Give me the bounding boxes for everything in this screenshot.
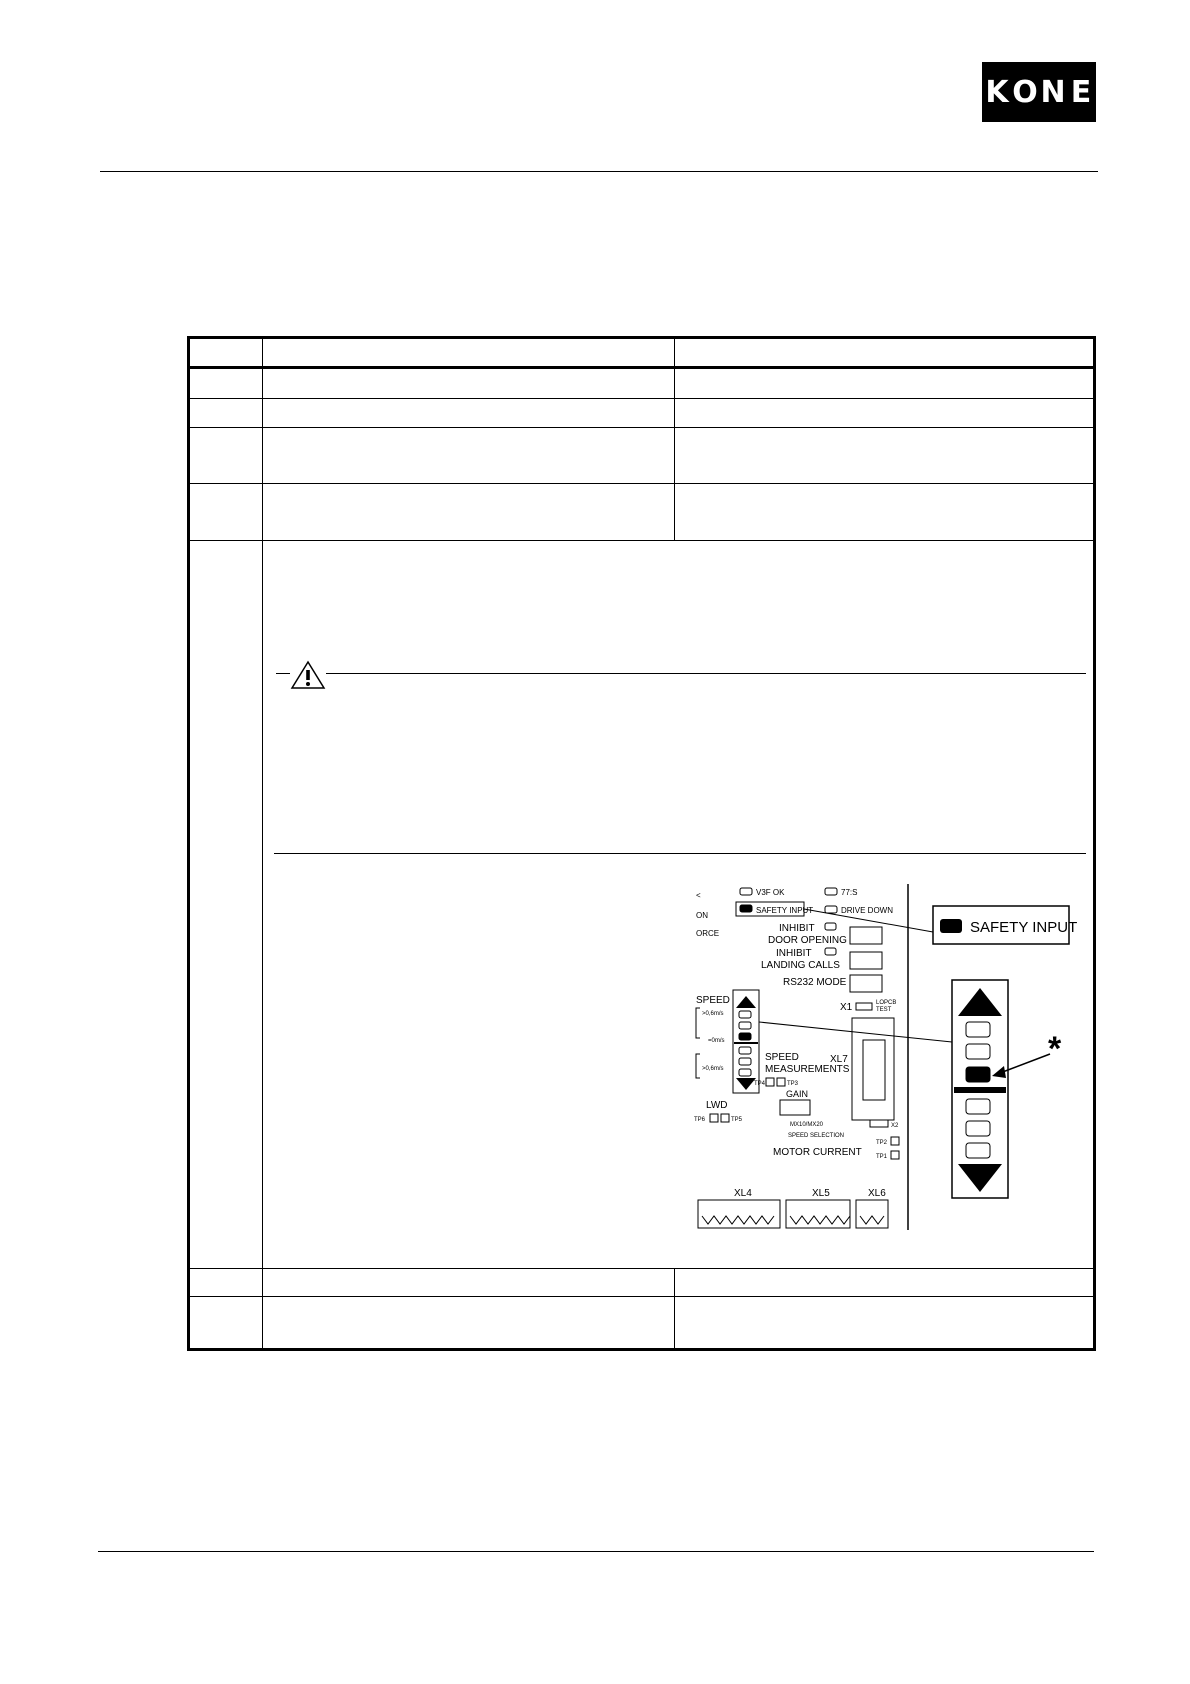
lwd-label: LWD: [706, 1100, 728, 1111]
safety-input-callout-label: SAFETY INPUT: [970, 919, 1078, 936]
led-panel-figure: [688, 870, 1078, 1230]
lopcb-label: LOPCB: [876, 1000, 897, 1006]
tp6-label: TP6: [694, 1117, 706, 1123]
speed-measurements-label: SPEED: [765, 1052, 799, 1063]
v3f-ok-label: V3F OK: [756, 888, 785, 897]
table-row-rule: [190, 540, 1093, 541]
logo-letter: E: [1070, 74, 1092, 110]
table-row-rule: [190, 1268, 1093, 1269]
table-row-rule: [190, 1296, 1093, 1297]
tp2-label: TP2: [876, 1140, 888, 1146]
tp5-label: TP5: [731, 1117, 743, 1123]
speed-zero-label: =0m/s: [708, 1038, 725, 1044]
inhibit-label: INHIBIT: [776, 948, 812, 959]
edge-orce-label: ORCE: [696, 929, 720, 938]
speed-measurements-label: MEASUREMENTS: [765, 1064, 850, 1075]
table-header-rule: [190, 366, 1093, 369]
xl5-label: XL5: [812, 1188, 830, 1199]
speed-up-label: >0,6m/s: [702, 1011, 724, 1017]
asterisk-marker: *: [1048, 1030, 1062, 1068]
svg-text:<: <: [696, 891, 701, 900]
door-opening-label: DOOR OPENING: [768, 935, 847, 946]
table-row-rule: [190, 483, 1093, 484]
xl4-label: XL4: [734, 1188, 752, 1199]
table-row-rule: [190, 427, 1093, 428]
drive-down-label: DRIVE DOWN: [841, 906, 893, 915]
speed-down-label: >0,6m/s: [702, 1066, 724, 1072]
warning-rule-left: [276, 673, 290, 674]
tp3-label: TP3: [787, 1081, 799, 1087]
table-row-rule: [190, 398, 1093, 399]
warning-rule-bottom: [274, 853, 1086, 854]
mx10-label: MX10/MX20: [790, 1122, 824, 1128]
table-column-rule: [674, 1268, 675, 1348]
inhibit-label: INHIBIT: [779, 923, 815, 934]
motor-current-label: MOTOR CURRENT: [773, 1147, 862, 1158]
tp1-label: TP1: [876, 1154, 888, 1160]
test-label: TEST: [876, 1007, 892, 1013]
logo-letter: O: [1012, 74, 1038, 110]
logo-letter: K: [985, 74, 1009, 110]
header-rule: [100, 171, 1098, 172]
tp4-label: TP4: [754, 1081, 766, 1087]
footer-rule: [98, 1551, 1094, 1552]
rs232-mode-label: RS232 MODE: [783, 977, 847, 988]
warning-rule-top: [326, 673, 1086, 674]
x1-label: X1: [840, 1002, 853, 1013]
table-column-rule: [674, 339, 675, 540]
xl7-label: XL7: [830, 1054, 848, 1065]
speed-selection-label: SPEED SELECTION: [788, 1133, 845, 1139]
table-column-rule: [262, 339, 263, 1348]
logo-letter: N: [1040, 74, 1066, 110]
safety-input-small-label: SAFETY INPUT: [756, 906, 814, 915]
gain-label: GAIN: [786, 1089, 809, 1099]
x2-label: X2: [891, 1123, 899, 1129]
edge-on-label: ON: [696, 911, 708, 920]
xl6-label: XL6: [868, 1188, 886, 1199]
warning-triangle-icon: [290, 660, 326, 690]
landing-calls-label: LANDING CALLS: [761, 960, 840, 971]
kone-logo: [982, 62, 1096, 122]
speed-label: SPEED: [696, 995, 730, 1006]
s77-label: 77:S: [841, 888, 858, 897]
